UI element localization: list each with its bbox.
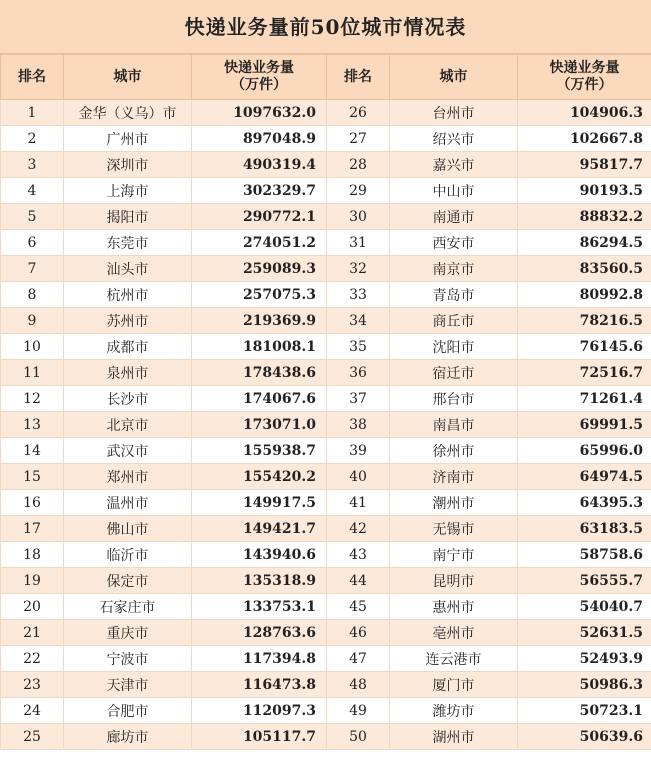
rank-cell: 45 xyxy=(327,594,390,620)
city-cell: 长沙市 xyxy=(64,386,192,412)
table-row xyxy=(1,230,651,256)
rank-cell: 21 xyxy=(1,620,64,646)
table-row xyxy=(1,412,651,438)
rank-cell: 18 xyxy=(1,542,64,568)
table-row xyxy=(1,646,651,672)
rank-cell: 26 xyxy=(327,100,390,126)
rank-cell: 7 xyxy=(1,256,64,282)
volume-cell: 88832.2 xyxy=(518,204,651,230)
city-cell: 西安市 xyxy=(390,230,518,256)
header-volume-left xyxy=(192,55,327,100)
rank-cell: 23 xyxy=(1,672,64,698)
table-row xyxy=(1,282,651,308)
rank-cell: 27 xyxy=(327,126,390,152)
city-cell: 重庆市 xyxy=(64,620,192,646)
rank-cell: 30 xyxy=(327,204,390,230)
city-cell: 湖州市 xyxy=(390,724,518,750)
volume-cell: 64395.3 xyxy=(518,490,651,516)
volume-cell: 181008.1 xyxy=(192,334,327,360)
table-row xyxy=(1,516,651,542)
rank-cell: 12 xyxy=(1,386,64,412)
city-cell: 温州市 xyxy=(64,490,192,516)
rank-cell: 29 xyxy=(327,178,390,204)
volume-cell: 174067.6 xyxy=(192,386,327,412)
table-row xyxy=(1,256,651,282)
header-volume-line2: （万件） xyxy=(231,77,287,93)
volume-cell: 173071.0 xyxy=(192,412,327,438)
city-cell: 武汉市 xyxy=(64,438,192,464)
rank-cell: 43 xyxy=(327,542,390,568)
volume-cell: 72516.7 xyxy=(518,360,651,386)
city-cell: 济南市 xyxy=(390,464,518,490)
city-cell: 石家庄市 xyxy=(64,594,192,620)
volume-cell: 178438.6 xyxy=(192,360,327,386)
volume-cell: 54040.7 xyxy=(518,594,651,620)
city-cell: 嘉兴市 xyxy=(390,152,518,178)
table-row xyxy=(1,672,651,698)
table-row xyxy=(1,126,651,152)
city-cell: 中山市 xyxy=(390,178,518,204)
volume-cell: 63183.5 xyxy=(518,516,651,542)
city-cell: 合肥市 xyxy=(64,698,192,724)
rank-cell: 5 xyxy=(1,204,64,230)
city-cell: 沈阳市 xyxy=(390,334,518,360)
volume-cell: 117394.8 xyxy=(192,646,327,672)
rank-cell: 14 xyxy=(1,438,64,464)
ranking-table xyxy=(0,54,651,750)
rank-cell: 28 xyxy=(327,152,390,178)
city-cell: 汕头市 xyxy=(64,256,192,282)
city-cell: 北京市 xyxy=(64,412,192,438)
rank-cell: 40 xyxy=(327,464,390,490)
city-cell: 昆明市 xyxy=(390,568,518,594)
volume-cell: 257075.3 xyxy=(192,282,327,308)
volume-cell: 83560.5 xyxy=(518,256,651,282)
table-row xyxy=(1,334,651,360)
city-cell: 南京市 xyxy=(390,256,518,282)
city-cell: 南宁市 xyxy=(390,542,518,568)
volume-cell: 149421.7 xyxy=(192,516,327,542)
city-cell: 台州市 xyxy=(390,100,518,126)
table-row xyxy=(1,724,651,750)
table-row xyxy=(1,386,651,412)
rank-cell: 36 xyxy=(327,360,390,386)
volume-cell: 133753.1 xyxy=(192,594,327,620)
volume-cell: 69991.5 xyxy=(518,412,651,438)
rank-cell: 38 xyxy=(327,412,390,438)
volume-cell: 58758.6 xyxy=(518,542,651,568)
volume-cell: 52493.9 xyxy=(518,646,651,672)
volume-cell: 155420.2 xyxy=(192,464,327,490)
city-cell: 宿迁市 xyxy=(390,360,518,386)
volume-cell: 259089.3 xyxy=(192,256,327,282)
header-rank-right: 排名 xyxy=(327,55,390,100)
header-volume-line2: （万件） xyxy=(556,77,613,93)
rank-cell: 8 xyxy=(1,282,64,308)
city-cell: 揭阳市 xyxy=(64,204,192,230)
city-cell: 邢台市 xyxy=(390,386,518,412)
rank-cell: 2 xyxy=(1,126,64,152)
city-cell: 广州市 xyxy=(64,126,192,152)
volume-cell: 90193.5 xyxy=(518,178,651,204)
rank-cell: 13 xyxy=(1,412,64,438)
volume-cell: 80992.8 xyxy=(518,282,651,308)
rank-cell: 4 xyxy=(1,178,64,204)
rank-cell: 33 xyxy=(327,282,390,308)
volume-cell: 135318.9 xyxy=(192,568,327,594)
city-cell: 南通市 xyxy=(390,204,518,230)
city-cell: 徐州市 xyxy=(390,438,518,464)
volume-cell: 274051.2 xyxy=(192,230,327,256)
table-row xyxy=(1,360,651,386)
volume-cell: 105117.7 xyxy=(192,724,327,750)
city-cell: 东莞市 xyxy=(64,230,192,256)
table-row xyxy=(1,308,651,334)
rank-cell: 17 xyxy=(1,516,64,542)
city-cell: 保定市 xyxy=(64,568,192,594)
city-cell: 深圳市 xyxy=(64,152,192,178)
rank-cell: 19 xyxy=(1,568,64,594)
city-cell: 绍兴市 xyxy=(390,126,518,152)
volume-cell: 302329.7 xyxy=(192,178,327,204)
volume-cell: 102667.8 xyxy=(518,126,651,152)
city-cell: 上海市 xyxy=(64,178,192,204)
table-row xyxy=(1,204,651,230)
table-row xyxy=(1,620,651,646)
city-cell: 连云港市 xyxy=(390,646,518,672)
volume-cell: 128763.6 xyxy=(192,620,327,646)
table-title: 快递业务量前50位城市情况表 xyxy=(0,0,651,54)
rank-cell: 31 xyxy=(327,230,390,256)
city-cell: 无锡市 xyxy=(390,516,518,542)
city-cell: 商丘市 xyxy=(390,308,518,334)
table-row xyxy=(1,100,651,126)
rank-cell: 15 xyxy=(1,464,64,490)
volume-cell: 78216.5 xyxy=(518,308,651,334)
volume-cell: 290772.1 xyxy=(192,204,327,230)
rank-cell: 39 xyxy=(327,438,390,464)
table-row xyxy=(1,490,651,516)
rank-cell: 41 xyxy=(327,490,390,516)
header-volume-line1: 快递业务量 xyxy=(224,60,294,76)
city-cell: 潍坊市 xyxy=(390,698,518,724)
rank-cell: 25 xyxy=(1,724,64,750)
city-cell: 天津市 xyxy=(64,672,192,698)
volume-cell: 71261.4 xyxy=(518,386,651,412)
header-city-right: 城市 xyxy=(390,55,518,100)
volume-cell: 86294.5 xyxy=(518,230,651,256)
header-city-left: 城市 xyxy=(64,55,192,100)
rank-cell: 3 xyxy=(1,152,64,178)
volume-cell: 112097.3 xyxy=(192,698,327,724)
volume-cell: 64974.5 xyxy=(518,464,651,490)
rank-cell: 49 xyxy=(327,698,390,724)
table-row xyxy=(1,464,651,490)
table-row xyxy=(1,542,651,568)
volume-cell: 65996.0 xyxy=(518,438,651,464)
city-cell: 临沂市 xyxy=(64,542,192,568)
city-cell: 厦门市 xyxy=(390,672,518,698)
rank-cell: 20 xyxy=(1,594,64,620)
table-row xyxy=(1,594,651,620)
city-cell: 廊坊市 xyxy=(64,724,192,750)
city-cell: 佛山市 xyxy=(64,516,192,542)
rank-cell: 47 xyxy=(327,646,390,672)
rank-cell: 22 xyxy=(1,646,64,672)
city-cell: 青岛市 xyxy=(390,282,518,308)
volume-cell: 155938.7 xyxy=(192,438,327,464)
rank-cell: 48 xyxy=(327,672,390,698)
city-cell: 潮州市 xyxy=(390,490,518,516)
rank-cell: 35 xyxy=(327,334,390,360)
city-cell: 金华（义乌）市 xyxy=(64,100,192,126)
rank-cell: 37 xyxy=(327,386,390,412)
rank-cell: 1 xyxy=(1,100,64,126)
header-volume-right xyxy=(518,55,651,100)
volume-cell: 149917.5 xyxy=(192,490,327,516)
volume-cell: 50723.1 xyxy=(518,698,651,724)
rank-cell: 50 xyxy=(327,724,390,750)
volume-cell: 143940.6 xyxy=(192,542,327,568)
rank-cell: 16 xyxy=(1,490,64,516)
volume-cell: 897048.9 xyxy=(192,126,327,152)
rank-cell: 9 xyxy=(1,308,64,334)
volume-cell: 76145.6 xyxy=(518,334,651,360)
volume-cell: 104906.3 xyxy=(518,100,651,126)
volume-cell: 56555.7 xyxy=(518,568,651,594)
volume-cell: 116473.8 xyxy=(192,672,327,698)
rank-cell: 42 xyxy=(327,516,390,542)
volume-cell: 1097632.0 xyxy=(192,100,327,126)
header-volume-line1: 快递业务量 xyxy=(549,60,620,76)
city-cell: 杭州市 xyxy=(64,282,192,308)
city-cell: 宁波市 xyxy=(64,646,192,672)
table-row xyxy=(1,568,651,594)
rank-cell: 34 xyxy=(327,308,390,334)
city-cell: 泉州市 xyxy=(64,360,192,386)
rank-cell: 10 xyxy=(1,334,64,360)
table-row xyxy=(1,152,651,178)
city-cell: 惠州市 xyxy=(390,594,518,620)
header-rank-left: 排名 xyxy=(1,55,64,100)
city-cell: 郑州市 xyxy=(64,464,192,490)
rank-cell: 11 xyxy=(1,360,64,386)
table-row xyxy=(1,438,651,464)
city-cell: 亳州市 xyxy=(390,620,518,646)
volume-cell: 219369.9 xyxy=(192,308,327,334)
rank-cell: 44 xyxy=(327,568,390,594)
city-cell: 成都市 xyxy=(64,334,192,360)
table-row xyxy=(1,178,651,204)
rank-cell: 6 xyxy=(1,230,64,256)
header-row xyxy=(1,55,651,100)
table-row xyxy=(1,698,651,724)
volume-cell: 50639.6 xyxy=(518,724,651,750)
volume-cell: 52631.5 xyxy=(518,620,651,646)
city-cell: 苏州市 xyxy=(64,308,192,334)
rank-cell: 24 xyxy=(1,698,64,724)
city-cell: 南昌市 xyxy=(390,412,518,438)
volume-cell: 95817.7 xyxy=(518,152,651,178)
rank-cell: 46 xyxy=(327,620,390,646)
volume-cell: 490319.4 xyxy=(192,152,327,178)
rank-cell: 32 xyxy=(327,256,390,282)
volume-cell: 50986.3 xyxy=(518,672,651,698)
